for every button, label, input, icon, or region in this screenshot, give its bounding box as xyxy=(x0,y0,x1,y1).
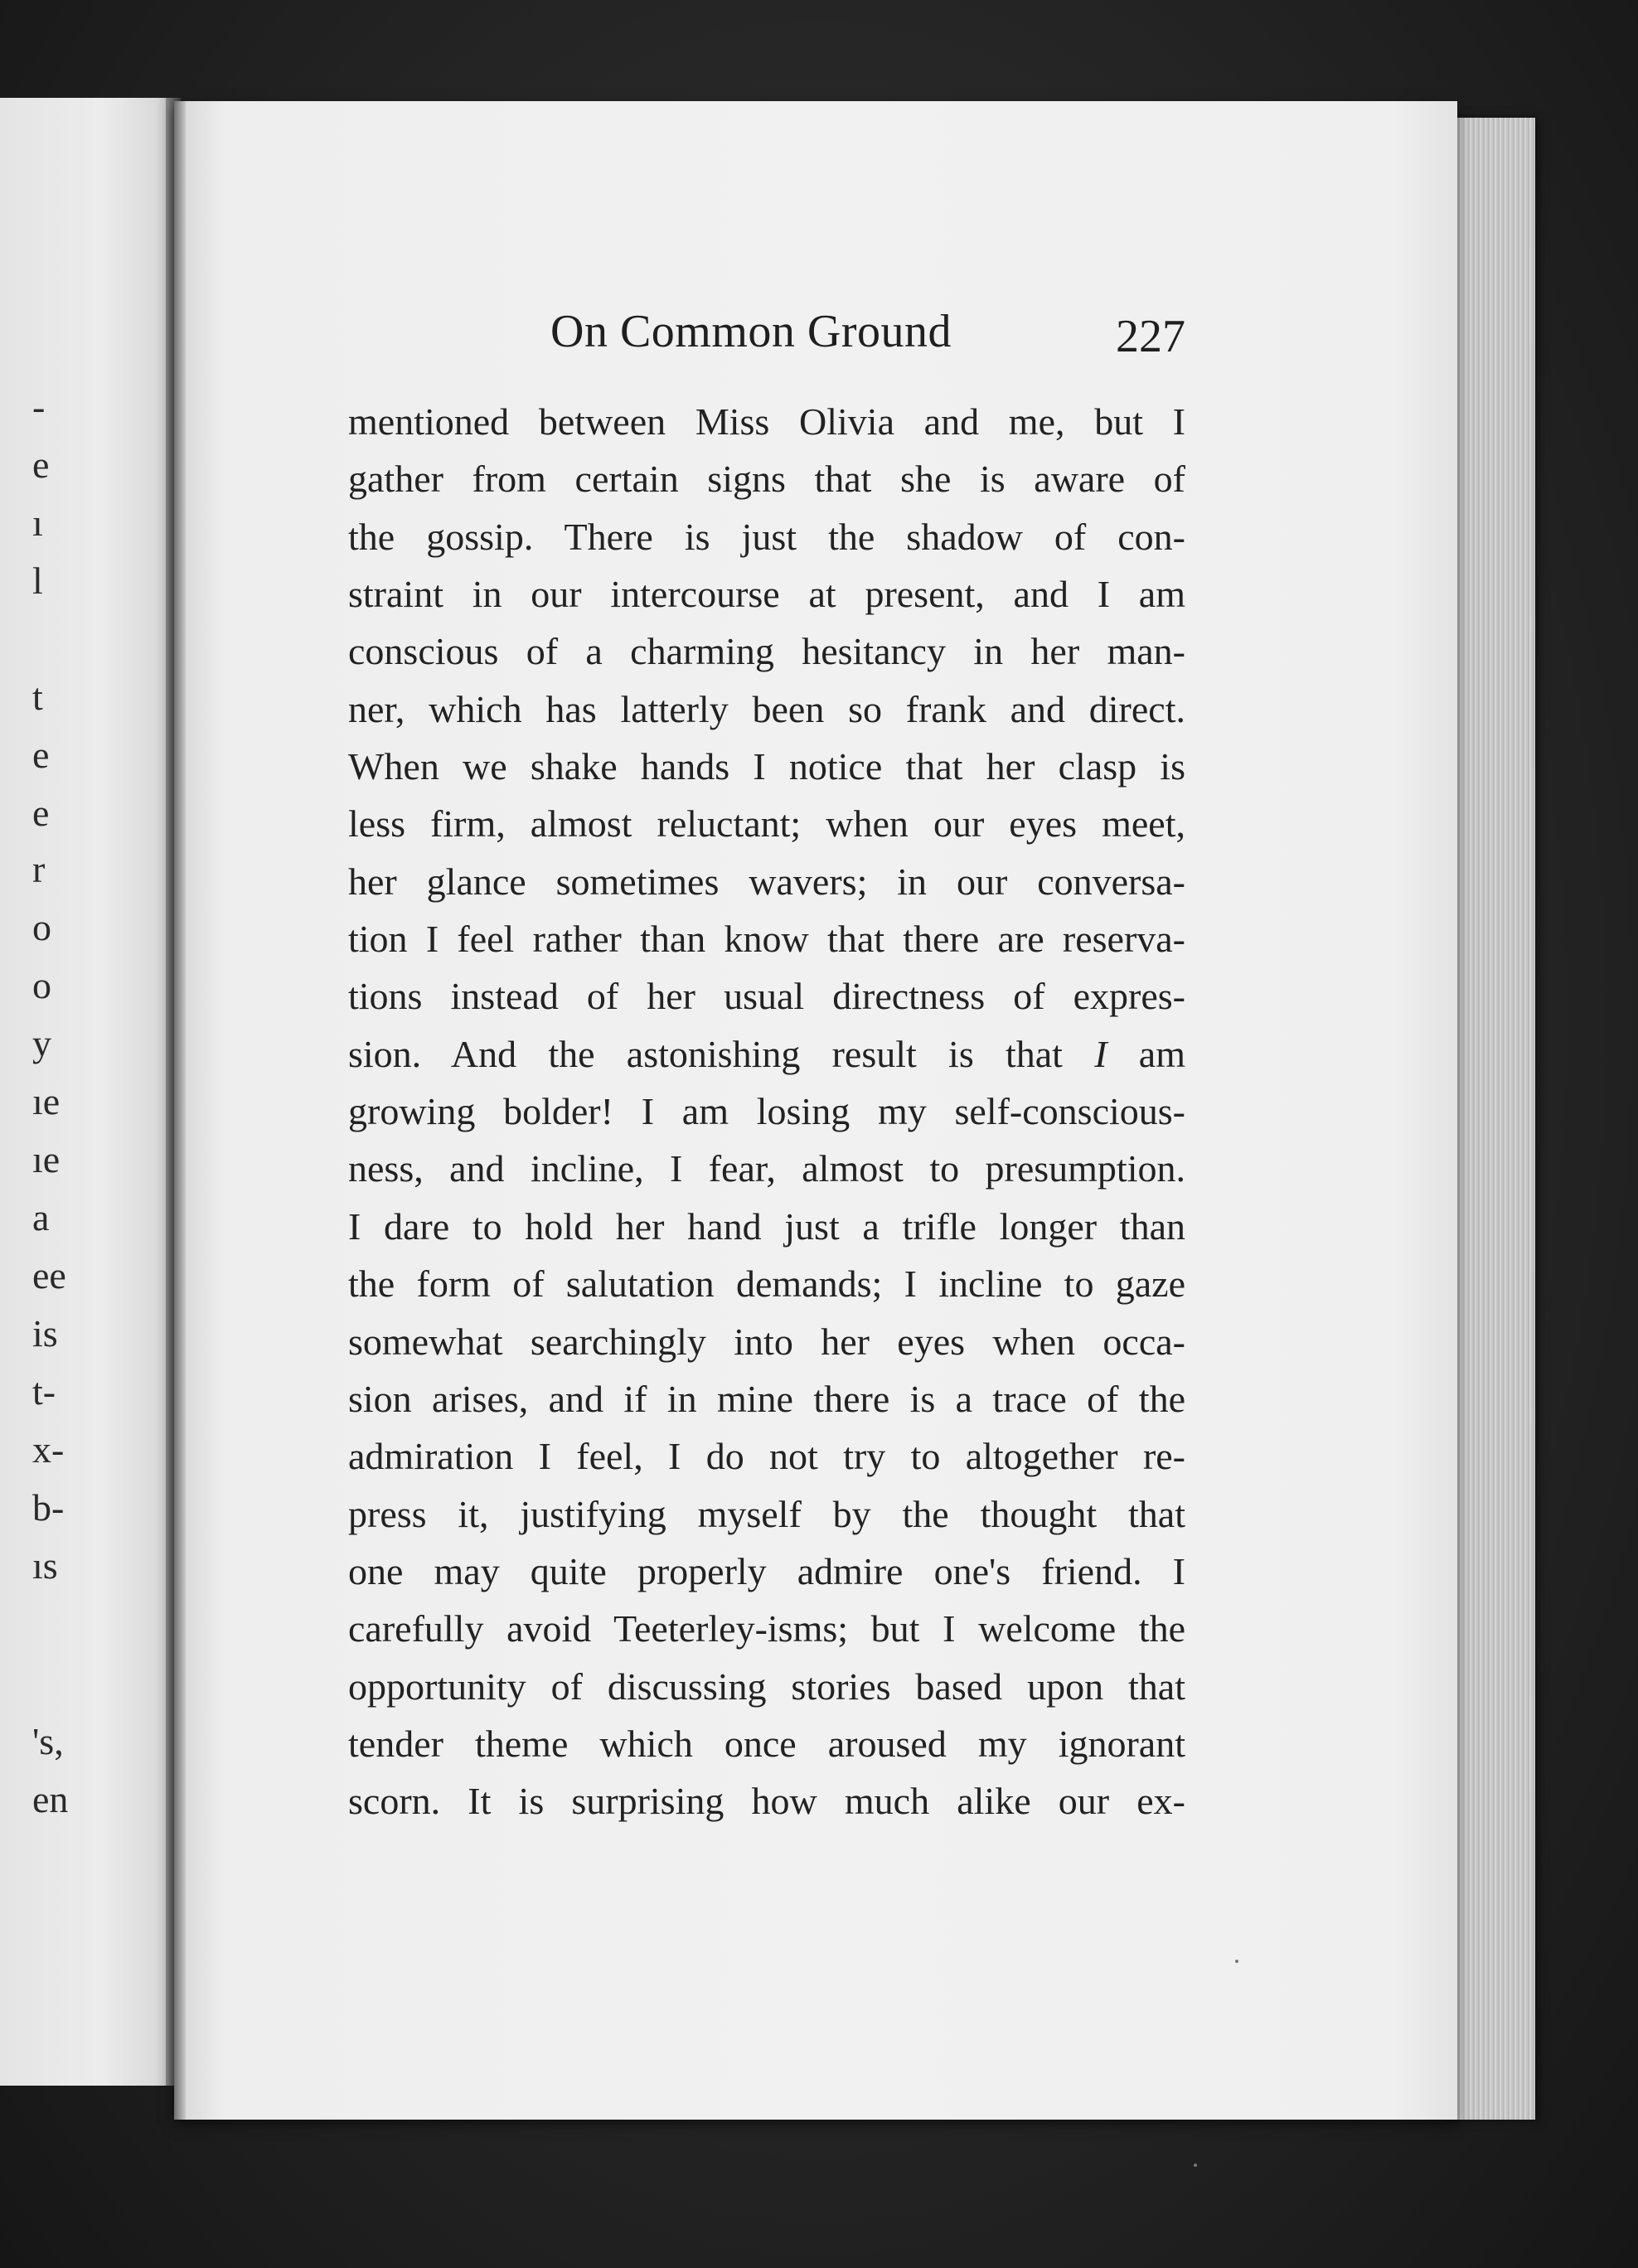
facing-page-fragment: ıe xyxy=(32,1080,61,1122)
facing-page-left xyxy=(0,98,170,2086)
facing-page-fragment: b- xyxy=(32,1486,65,1529)
page-gutter xyxy=(174,101,186,2120)
facing-page-fragment: ıe xyxy=(32,1138,61,1180)
text-line: ner, which has latterly been so frank and direct. xyxy=(348,687,1185,730)
facing-page-fragment: en xyxy=(32,1778,69,1820)
body-text xyxy=(348,393,1185,1830)
text-line: ness, and incline, I fear, almost to presumption. xyxy=(348,1147,1185,1190)
italic-emphasis: I xyxy=(1094,1032,1107,1075)
text-line: scorn. It is surprising how much alike our ex- xyxy=(348,1780,1185,1823)
facing-page-fragment: l xyxy=(32,560,43,602)
text-line: one may quite properly admire one's friend. I xyxy=(348,1549,1185,1592)
facing-page-fragment: t- xyxy=(32,1370,56,1413)
text-line: gather from certain signs that she is aware of xyxy=(348,458,1185,501)
text-line: I dare to hold her hand just a trifle longer than xyxy=(348,1204,1185,1248)
text-line: carefully avoid Teeterley-isms; but I welcome the xyxy=(348,1607,1185,1650)
facing-page-fragment: 's, xyxy=(32,1720,64,1762)
text-line: tender theme which once aroused my ignorant xyxy=(348,1722,1185,1765)
dust-speck xyxy=(1194,2164,1197,2167)
text-line: admiration I feel, I do not try to altogether re- xyxy=(348,1435,1185,1478)
text-line: sion arises, and if in mine there is a trace of the xyxy=(348,1377,1185,1420)
text-line: press it, justifying myself by the thought that xyxy=(348,1492,1185,1535)
facing-page-fragment: e xyxy=(32,734,50,776)
text-line: sion. And the astonishing result is that I am xyxy=(348,1032,1185,1075)
facing-page-fragment: o xyxy=(32,906,51,948)
running-head: On Common Ground xyxy=(550,306,952,357)
text-line: mentioned between Miss Olivia and me, but I xyxy=(348,400,1185,443)
text-line: growing bolder! I am losing my self-conscious- xyxy=(348,1090,1185,1133)
facing-page-fragment: e xyxy=(32,443,50,486)
text-line: her glance sometimes wavers; in our conversa- xyxy=(348,860,1185,903)
facing-page-fragment: a xyxy=(32,1196,50,1238)
text-line: the form of salutation demands; I incline to gaze xyxy=(348,1262,1185,1306)
text-line: tions instead of her usual directness of expres- xyxy=(348,975,1185,1018)
text-line: the gossip. There is just the shadow of con- xyxy=(348,515,1185,558)
facing-page-fragment: x- xyxy=(32,1428,65,1471)
facing-page-fragment: ıs xyxy=(32,1544,58,1587)
facing-page-fragment: t xyxy=(32,676,43,718)
facing-page-fragment: - xyxy=(32,385,46,428)
dust-speck xyxy=(1235,1960,1238,1963)
text-line: less firm, almost reluctant; when our eyes meet, xyxy=(348,802,1185,846)
facing-page-fragment: o xyxy=(32,964,51,1006)
facing-page-fragment: e xyxy=(32,792,50,834)
facing-page-fragment: is xyxy=(32,1312,58,1354)
text-line: When we shake hands I notice that her clasp is xyxy=(348,745,1185,788)
facing-page-fragment: ı xyxy=(32,502,43,544)
facing-page-fragment: r xyxy=(32,848,46,890)
text-line: opportunity of discussing stories based upon that xyxy=(348,1665,1185,1708)
page-number: 227 xyxy=(1116,311,1185,362)
facing-page-fragment: ee xyxy=(32,1254,66,1296)
text-line: conscious of a charming hesitancy in her man- xyxy=(348,630,1185,673)
text-line: tion I feel rather than know that there are reserva- xyxy=(348,918,1185,961)
facing-page-fragment: y xyxy=(32,1022,51,1064)
text-line: somewhat searchingly into her eyes when occa- xyxy=(348,1320,1185,1363)
text-line: straint in our intercourse at present, and I am xyxy=(348,573,1185,616)
